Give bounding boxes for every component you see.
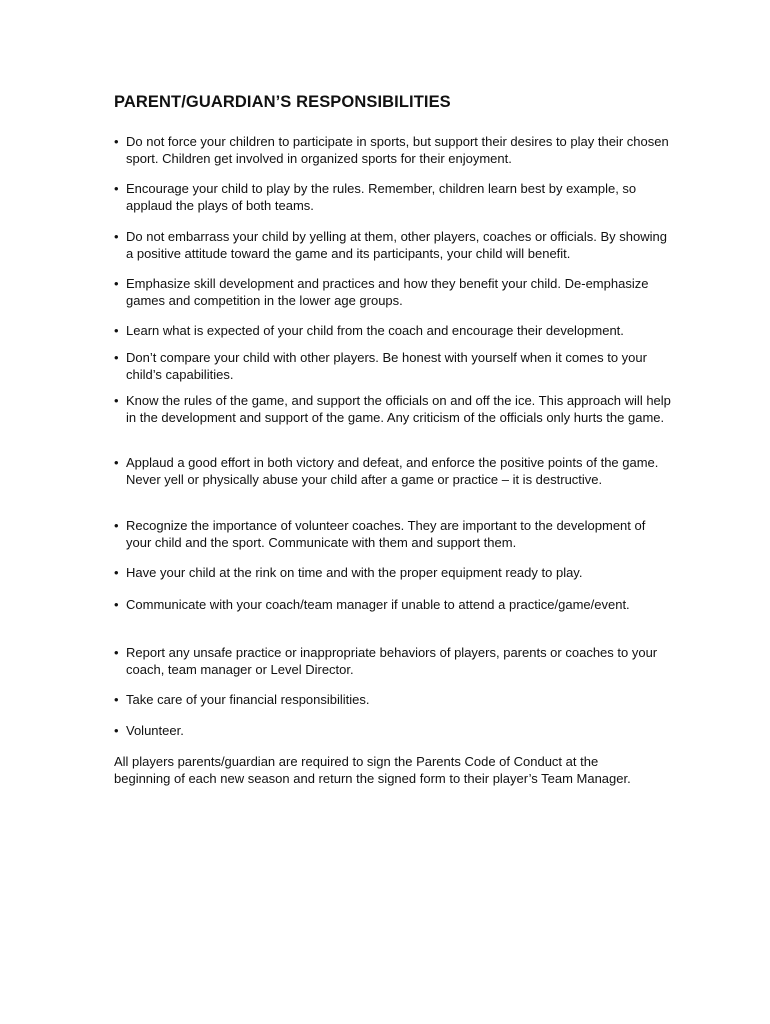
bullet-icon: • [114,276,119,291]
list-item [114,518,674,551]
bullet-icon: • [114,229,119,244]
list-item-text: Report any unsafe practice or inappropriate behaviors of players, parents or coaches to your coach, team manager or Level Director. [126,645,658,677]
bullet-icon: • [114,597,119,612]
list-item-text: Volunteer. [126,723,184,738]
bullet-icon: • [114,518,119,533]
list-item [114,723,674,740]
bullet-icon: • [114,350,119,365]
list-item-text: Do not embarrass your child by yelling at them, other players, coaches or officials. By showing a positive attitude toward the game and its participants, your child will benefit. [126,229,667,261]
list-item-text: Recognize the importance of volunteer coaches. They are important to the development of your child and the sport. Communicate with them and support them. [126,518,646,550]
list-item [114,276,674,309]
list-item [114,134,674,167]
bullet-icon: • [114,723,119,738]
bullet-icon: • [114,455,119,470]
list-item [114,692,674,709]
bullet-icon: • [114,645,119,660]
list-item [114,597,674,614]
list-item-text: Don’t compare your child with other players. Be honest with yourself when it comes to your child’s capabilities. [126,350,647,382]
list-item-text: Have your child at the rink on time and with the proper equipment ready to play. [126,565,583,580]
page-title: PARENT/GUARDIAN’S RESPONSIBILITIES [114,93,451,111]
list-item-text: Know the rules of the game, and support the officials on and off the ice. This approach will help in the development and support of the game. Any criticism of the officials only hurts the game. [126,393,671,425]
list-item [114,350,674,383]
list-item-text: Communicate with your coach/team manager if unable to attend a practice/game/event. [126,597,630,612]
list-item [114,323,674,340]
list-item [114,455,674,488]
closing-paragraph: All players parents/guardian are required to sign the Parents Code of Conduct at the beginning of each new season and return the signed form to their player’s Team Manager. [114,754,631,786]
list-item [114,645,674,678]
list-item [114,393,674,426]
bullet-icon: • [114,565,119,580]
bullet-icon: • [114,692,119,707]
list-item-text: Encourage your child to play by the rules. Remember, children learn best by example, so applaud the plays of both teams. [126,181,637,213]
bullet-icon: • [114,393,119,408]
list-item [114,229,674,262]
list-item-text: Take care of your financial responsibilities. [126,692,370,707]
list-item-text: Emphasize skill development and practices and how they benefit your child. De-emphasize games and competition in the lower age groups. [126,276,649,308]
list-item-text: Applaud a good effort in both victory and defeat, and enforce the positive points of the game. Never yell or physically abuse your child after a game or practice – it is destructive. [126,455,659,487]
list-item-text: Do not force your children to participate in sports, but support their desires to play their chosen sport. Children get involved in organized sports for their enjoyment. [126,134,669,166]
bullet-icon: • [114,181,119,196]
list-item [114,181,674,214]
bullet-icon: • [114,134,119,149]
list-item [114,565,674,582]
list-item-text: Learn what is expected of your child from the coach and encourage their development. [126,323,624,338]
bullet-icon: • [114,323,119,338]
